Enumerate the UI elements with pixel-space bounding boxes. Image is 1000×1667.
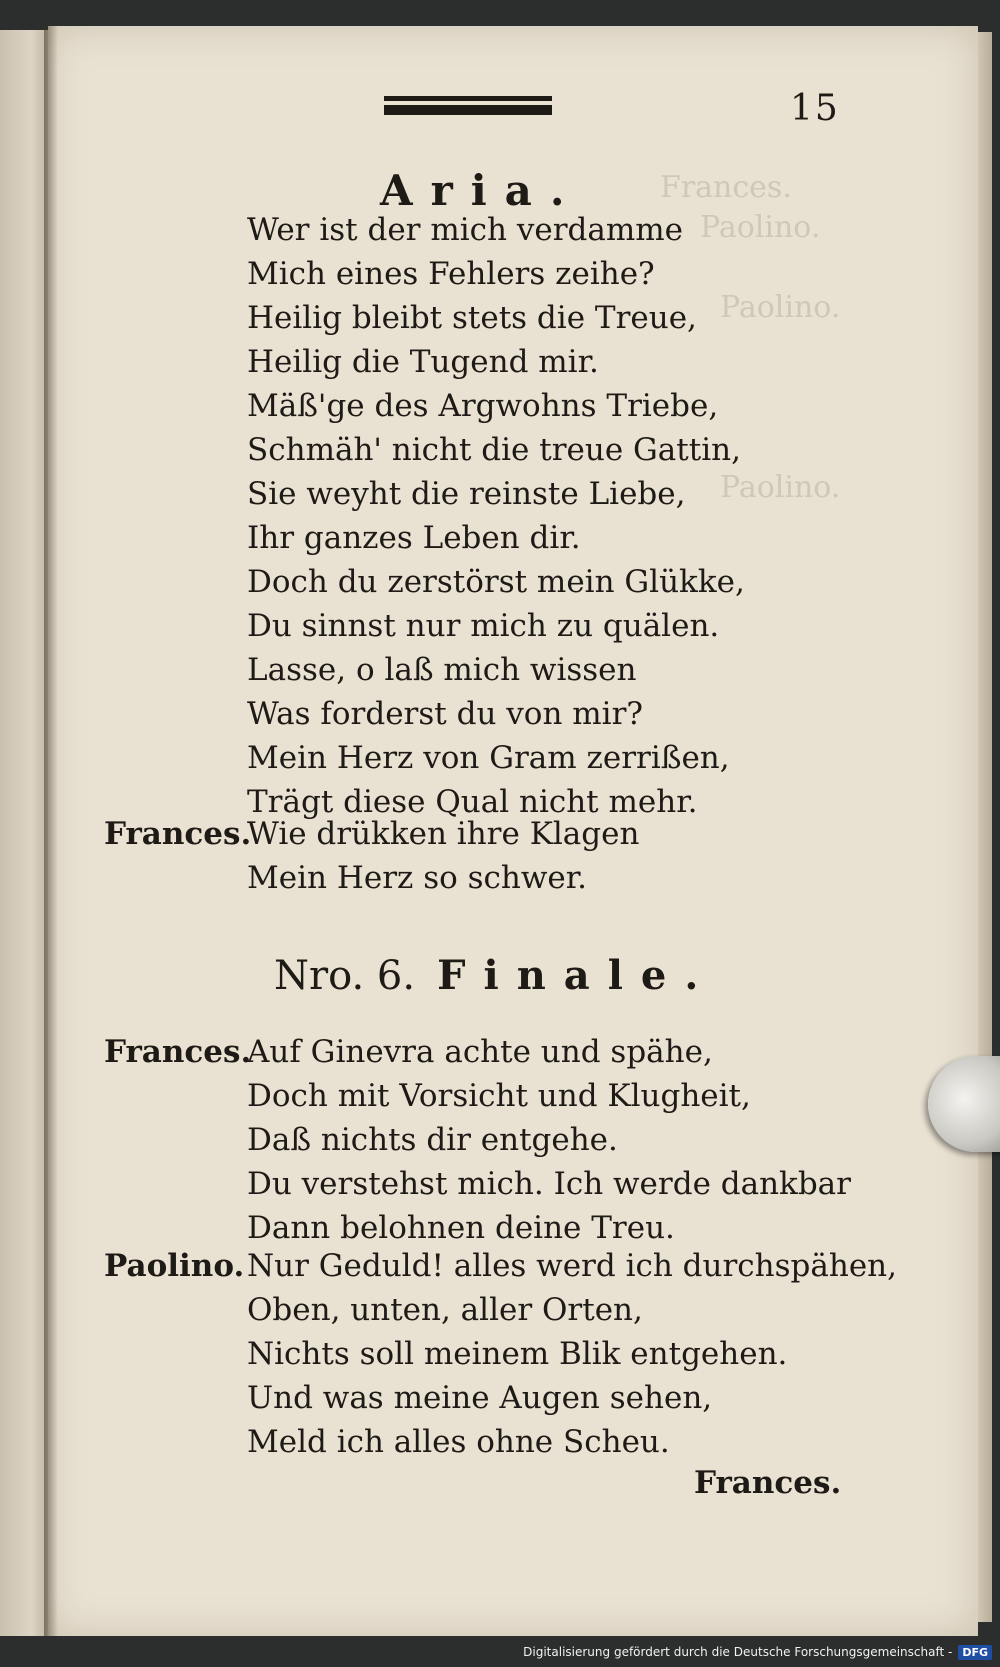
verse-line: Lasse, o laß mich wissen — [247, 652, 637, 688]
verse-line: Meld ich alles ohne Scheu. — [247, 1424, 670, 1460]
verse-line: Du verstehst mich. Ich werde dankbar — [247, 1166, 851, 1202]
verse-line: Heilig die Tugend mir. — [247, 344, 599, 380]
footer-credit-text: Digitalisierung gefördert durch die Deutsche Forschungsgemeinschaft - — [523, 1645, 953, 1659]
verse-line: Mein Herz so schwer. — [247, 860, 588, 896]
spine-shadow — [44, 26, 58, 1636]
verse-line: Doch mit Vorsicht und Klugheit, — [247, 1078, 751, 1114]
finale-title: Finale. — [437, 952, 717, 999]
verse-line: Dann belohnen deine Treu. — [247, 1210, 675, 1246]
speaker-frances: Frances. — [104, 1034, 252, 1070]
speaker-frances: Frances. — [104, 816, 252, 852]
verse-line: Ihr ganzes Leben dir. — [247, 520, 581, 556]
footer-credit — [523, 1639, 992, 1665]
finale-number: Nro. 6. — [274, 953, 416, 999]
finale-heading — [274, 952, 716, 999]
verse-line: Doch du zerstörst mein Glükke, — [247, 564, 745, 600]
aria-heading: Aria. — [380, 166, 583, 215]
page-stack-edge — [978, 32, 992, 1622]
dfg-logo: DFG — [958, 1645, 992, 1660]
speaker-paolino: Paolino. — [104, 1248, 245, 1284]
verse-line: Nur Geduld! alles werd ich durchspähen, — [247, 1248, 897, 1284]
verse-line: Und was meine Augen sehen, — [247, 1380, 713, 1416]
verse-line: Mäß'ge des Argwohns Triebe, — [247, 388, 719, 424]
verse-line: Daß nichts dir entgehe. — [247, 1122, 618, 1158]
verse-line: Mein Herz von Gram zerrißen, — [247, 740, 730, 776]
catchword: Frances. — [694, 1465, 842, 1501]
verse-line: Was forderst du von mir? — [247, 696, 644, 732]
verse-line: Schmäh' nicht die treue Gattin, — [247, 432, 741, 468]
verse-line: Wer ist der mich verdamme — [247, 212, 683, 248]
verse-line: Mich eines Fehlers zeihe? — [247, 256, 655, 292]
verse-line: Auf Ginevra achte und spähe, — [247, 1034, 713, 1070]
decorative-rule — [384, 96, 552, 118]
verse-line: Wie drükken ihre Klagen — [247, 816, 640, 852]
verse-line: Trägt diese Qual nicht mehr. — [247, 784, 698, 820]
verse-line: Sie weyht die reinste Liebe, — [247, 476, 686, 512]
verse-line: Nichts soll meinem Blik entgehen. — [247, 1336, 788, 1372]
verse-line: Du sinnst nur mich zu quälen. — [247, 608, 720, 644]
verse-line: Heilig bleibt stets die Treue, — [247, 300, 697, 336]
verse-line: Oben, unten, aller Orten, — [247, 1292, 643, 1328]
page-number: 15 — [790, 88, 840, 129]
